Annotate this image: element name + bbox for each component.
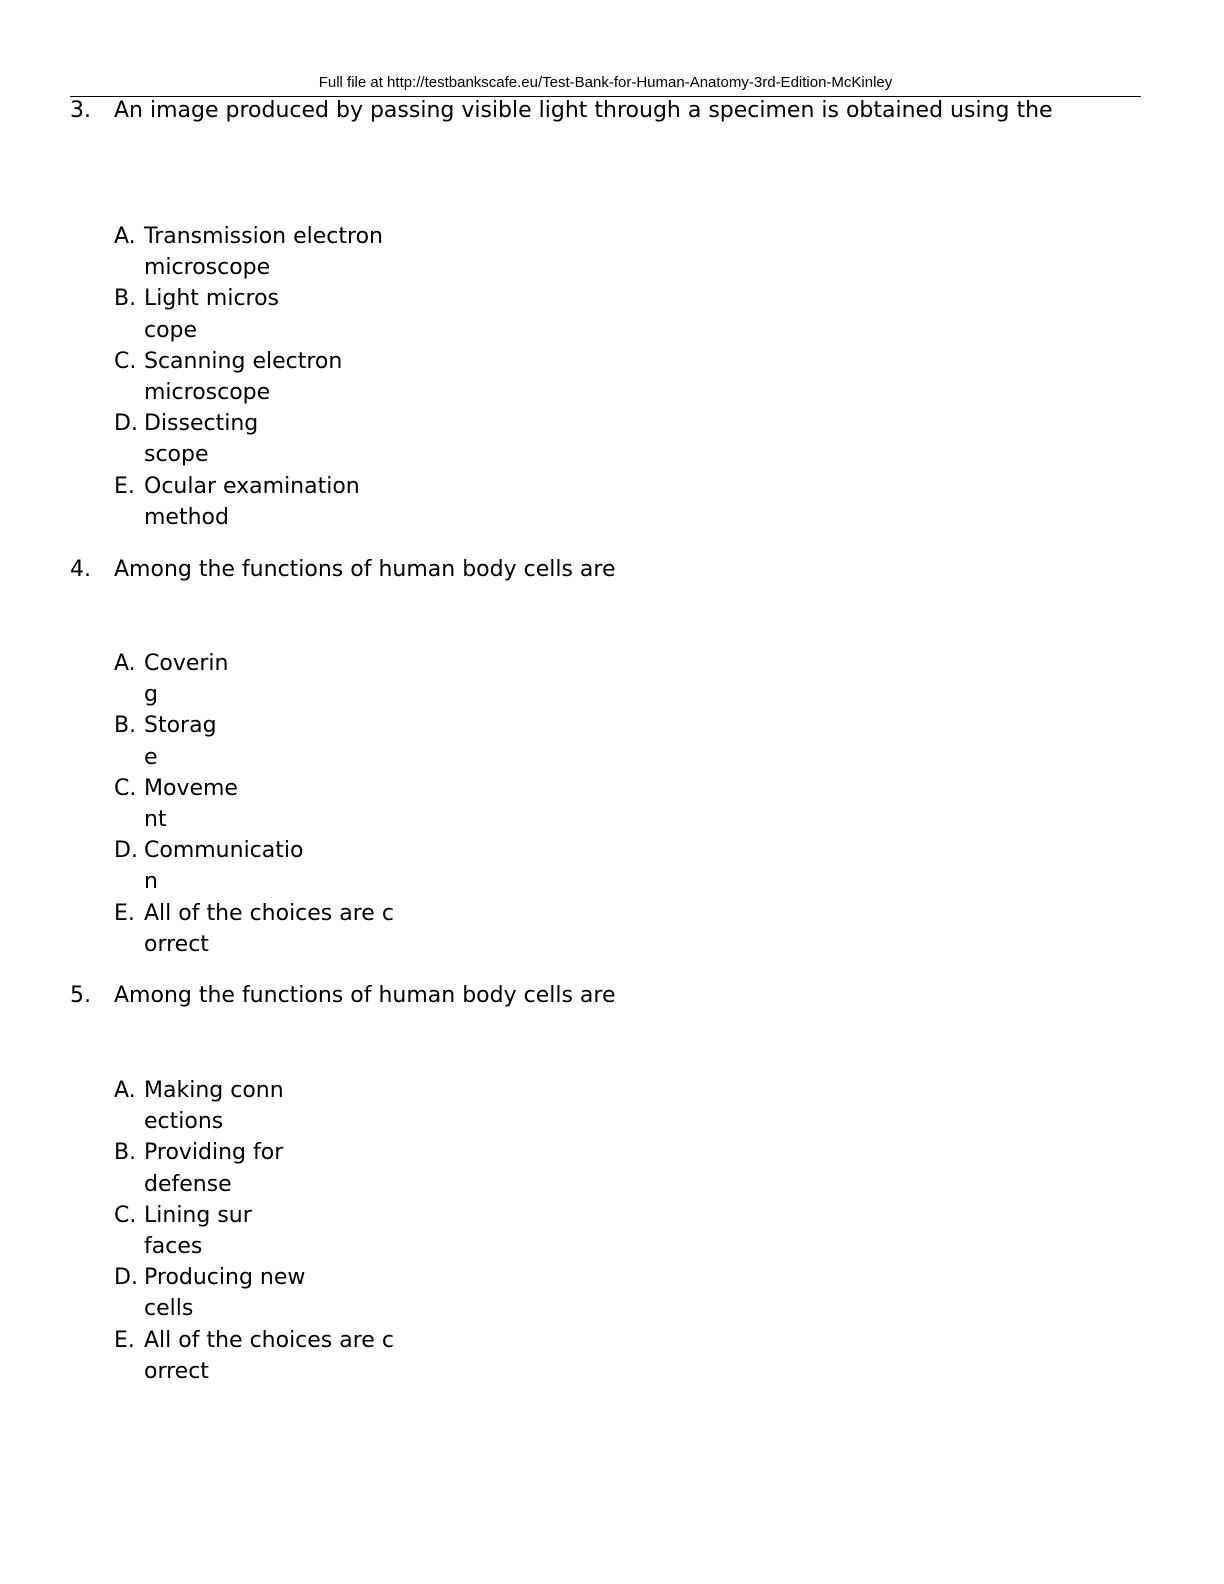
option-letter: A. <box>114 651 136 676</box>
option-letter: A. <box>114 1078 136 1103</box>
question-5 <box>70 981 1150 1384</box>
option-text: All of the choices are correct <box>144 900 394 957</box>
option-text: Scanning electron microscope <box>144 348 343 405</box>
option-text: Ocular examination method <box>144 473 360 530</box>
option-text: Covering <box>144 651 229 708</box>
question-stem <box>70 555 1150 585</box>
option-letter: C. <box>114 348 137 374</box>
question-number: 3. <box>70 98 91 123</box>
question-text: Among the functions of human body cells are <box>114 557 616 582</box>
option-text: Light microscope <box>144 286 280 343</box>
question-number: 4. <box>70 557 91 582</box>
option-text: Lining surfaces <box>144 1202 252 1259</box>
option-letter: D. <box>114 1265 138 1291</box>
option-letter: E. <box>114 900 135 926</box>
option-text: Providing for defense <box>144 1140 284 1197</box>
option-text: Communication <box>144 838 304 895</box>
option-text: All of the choices are correct <box>144 1327 394 1384</box>
question-4 <box>70 555 1150 957</box>
question-3 <box>70 96 1150 530</box>
option-letter: B. <box>114 286 137 312</box>
option-letter: B. <box>114 713 137 739</box>
question-text: An image produced by passing visible light through a specimen is obtained using the <box>114 98 1053 123</box>
option-text: Making connections <box>144 1078 284 1135</box>
option-letter: E. <box>114 473 135 499</box>
option-text: Transmission electron microscope <box>144 224 383 281</box>
option-text: Movement <box>144 775 238 832</box>
option-letter: C. <box>114 1202 137 1228</box>
question-number: 5. <box>70 983 91 1008</box>
option-letter: A. <box>114 224 136 249</box>
header-url-text: Full file at http://testbankscafe.eu/Test-Bank-for-Human-Anatomy-3rd-Edition-McKinley <box>318 74 893 91</box>
option-letter: D. <box>114 838 138 864</box>
option-text: Producing new cells <box>144 1265 306 1322</box>
question-text: Among the functions of human body cells are <box>114 983 616 1008</box>
option-text: Storage <box>144 713 217 770</box>
question-stem <box>70 96 1150 126</box>
option-letter: D. <box>114 411 138 437</box>
option-letter: B. <box>114 1140 137 1166</box>
option-letter: E. <box>114 1327 135 1353</box>
page-header <box>70 72 1141 97</box>
option-text: Dissecting scope <box>144 411 259 468</box>
option-letter: C. <box>114 775 137 801</box>
question-stem <box>70 981 1150 1011</box>
